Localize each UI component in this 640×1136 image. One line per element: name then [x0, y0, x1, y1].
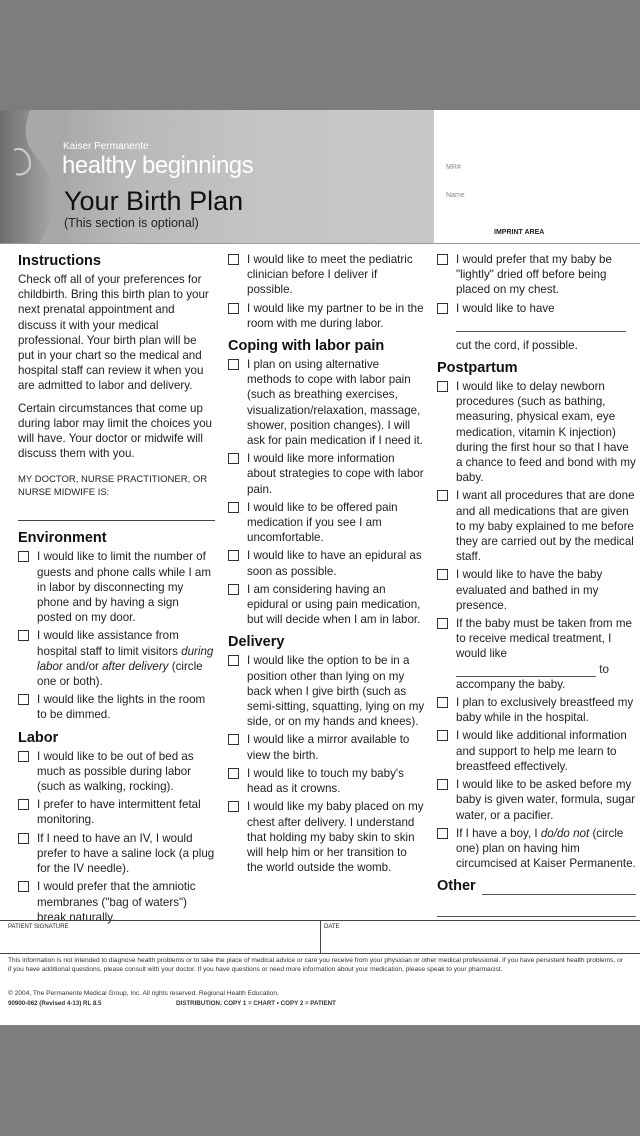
coping-heading: Coping with labor pain [228, 338, 385, 355]
item-text: I would like to be asked before my baby is given water, formula, sugar water, or a pacifier. [456, 778, 636, 822]
item-text: I would like to meet the pediatric clinician before I deliver if possible. [247, 253, 413, 297]
checkbox[interactable] [228, 359, 239, 370]
brand-name: Kaiser Permanente [63, 141, 149, 152]
postpartum-item [437, 616, 636, 692]
checkbox[interactable] [228, 303, 239, 314]
labor-item [18, 797, 215, 827]
other-field-line[interactable] [437, 895, 636, 917]
item-text: I would like additional information and support to help me learn to breastfeed effectively. [456, 729, 627, 773]
checkbox[interactable] [18, 630, 29, 641]
item-text: I would like more information about strategies to cope with labor pain. [247, 452, 424, 496]
imprint-area-label: IMPRINT AREA [494, 229, 545, 236]
checkbox[interactable] [228, 655, 239, 666]
postpartum-item [437, 379, 636, 485]
item-text: to [599, 662, 609, 676]
doctor-name-field[interactable] [18, 499, 215, 521]
item-text: I would like the lights in the room to be dimmed. [37, 693, 206, 722]
item-text: I am considering having an epidural or using pain medication, but will decide when I am in labor. [247, 582, 421, 627]
coping-item [228, 357, 426, 448]
labor-item [228, 301, 426, 331]
circle-option[interactable]: do/do not [540, 826, 590, 840]
item-text: I would prefer that the amniotic membranes ("bag of waters") break naturally. [37, 880, 196, 924]
distribution-note: DISTRIBUTION: COPY 1 = CHART • COPY 2 = PATIENT [176, 1000, 336, 1007]
environment-heading: Environment [18, 530, 107, 547]
instructions-heading: Instructions [18, 253, 101, 269]
postpartum-item [437, 728, 636, 774]
coping-item [228, 500, 426, 546]
imprint-area [434, 110, 640, 243]
item-text: If I need to have an IV, I would prefer to have a saline lock (a plug for the IV needle). [37, 831, 215, 876]
top-background [0, 0, 640, 110]
checkbox[interactable] [437, 381, 448, 392]
coping-item [228, 548, 426, 578]
labor-heading: Labor [18, 729, 59, 746]
item-text: and/or [62, 659, 103, 673]
checkbox[interactable] [437, 779, 448, 790]
doctor-label: MY DOCTOR, NURSE PRACTITIONER, OR NURSE MIDWIFE IS: [18, 474, 208, 499]
environment-item [18, 692, 215, 722]
delivery-item [437, 252, 636, 298]
postpartum-item [437, 488, 636, 564]
checkbox[interactable] [228, 734, 239, 745]
item-text: I would like to delay newborn procedures (such as bathing, measuring, physical exam, eye medication, vitamin K injection) during the first hour so that I have a chance to feed and bond with my baby. [456, 380, 636, 485]
checkbox[interactable] [228, 550, 239, 561]
other-field[interactable] [482, 881, 636, 895]
item-text: I would like my baby placed on my chest after delivery. I understand that holding my baby skin to skin will help him or her transition to the world outside the womb. [247, 800, 424, 875]
coping-item [228, 582, 426, 628]
item-text: I plan on using alternative methods to cope with labor pain (such as breathing exercises, visualization/relaxation, massage, shower, position changes). I will ask for pain medication if I need it. [247, 358, 423, 448]
checkbox[interactable] [18, 799, 29, 810]
delivery-item [228, 653, 426, 729]
page-subtitle: (This section is optional) [64, 216, 199, 230]
name-label: Name [446, 192, 465, 199]
labor-item [18, 749, 215, 795]
labor-item [18, 879, 215, 925]
other-heading: Other [437, 878, 476, 895]
column-left [18, 252, 215, 928]
program-name: healthy beginnings [62, 152, 254, 179]
checkbox[interactable] [228, 502, 239, 513]
form-header [0, 110, 640, 243]
item-text: If I have a boy, I [456, 826, 541, 840]
checkbox[interactable] [18, 694, 29, 705]
birth-plan-form [0, 110, 640, 1025]
delivery-item [228, 799, 426, 875]
item-text: I would like to have [456, 301, 555, 315]
checkbox[interactable] [437, 569, 448, 580]
item-text: accompany the baby. [456, 677, 566, 691]
postpartum-item [437, 826, 636, 872]
disclaimer: This information is not intended to diagnose health problems or to take the place of medical advice or care you receive from your physician or other medical professional. If you have persistent health problems, or if you have additional questions, please consult with your doctor. If you have questions or need more information about your medication, please speak to your pharmacist. [8, 957, 624, 973]
item-text: I would prefer that my baby be "lightly" dried off before being placed on my chest. [456, 253, 612, 297]
item-text: I would like to touch my baby's head as it crowns. [247, 766, 404, 796]
copyright: © 2004, The Permanente Medical Group, Inc. All rights reserved. Regional Health Education. [8, 990, 279, 997]
checkbox[interactable] [437, 697, 448, 708]
item-text: I would like to limit the number of guests and phone calls while I am in labor by disconnecting my phone and by having a sign posted on my door. [37, 550, 212, 625]
checkbox[interactable] [437, 490, 448, 501]
delivery-item [437, 301, 636, 353]
item-text: (circle one or both). [37, 659, 203, 689]
item-text: I would like the option to be in a position other than lying on my back when I give birth (such as semi-sitting, squatting, lying on my side, or on my hands and knees). [247, 654, 425, 729]
patient-signature-field[interactable]: PATIENT SIGNATURE [8, 924, 69, 930]
delivery-item [228, 766, 426, 796]
pregnant-woman-silhouette-image [0, 110, 70, 243]
item-text: I want all procedures that are done and all medications that are given to my baby explained to me before they are carried out by the medical staff. [456, 489, 635, 564]
labor-item [228, 252, 426, 298]
bottom-background [0, 1025, 640, 1136]
item-text: I would like to have the baby evaluated and bathed in my presence. [456, 568, 603, 612]
item-text: cut the cord, if possible. [456, 338, 578, 352]
delivery-heading: Delivery [228, 634, 285, 651]
checkbox[interactable] [437, 618, 448, 629]
checkbox[interactable] [18, 881, 29, 892]
column-middle [228, 252, 426, 878]
coping-item [228, 451, 426, 497]
item-text: I would like my partner to be in the room with me during labor. [247, 301, 424, 330]
column-right [437, 252, 636, 917]
item-text: I prefer to have intermittent fetal monitoring. [37, 798, 201, 827]
checkbox[interactable] [228, 768, 239, 779]
environment-item [18, 628, 215, 689]
item-text: I plan to exclusively breastfeed my baby while in the hospital. [456, 696, 634, 725]
companion-field[interactable] [456, 665, 596, 677]
circle-option[interactable]: after delivery [102, 659, 169, 673]
checkbox[interactable] [18, 751, 29, 762]
item-text: (circle one) plan on having him circumcised at Kaiser Permanente. [456, 826, 636, 871]
checkbox[interactable] [228, 254, 239, 265]
divider [320, 921, 321, 953]
postpartum-item [437, 567, 636, 613]
checkbox[interactable] [228, 801, 239, 812]
environment-item [18, 549, 215, 625]
item-text: If the baby must be taken from me to receive medical treatment, I would like [456, 617, 632, 661]
cord-cutter-field[interactable] [456, 320, 626, 332]
postpartum-heading: Postpartum [437, 360, 518, 377]
signature-bar [0, 920, 640, 954]
checkbox[interactable] [228, 584, 239, 595]
postpartum-item [437, 695, 636, 725]
header-rule [0, 243, 640, 244]
checkbox[interactable] [437, 303, 448, 314]
checkbox[interactable] [18, 833, 29, 844]
checkbox[interactable] [437, 828, 448, 839]
checkbox[interactable] [437, 730, 448, 741]
mr-label: MR# [446, 164, 461, 171]
item-text: I would like assistance from hospital staff to limit visitors [37, 629, 182, 658]
labor-item [18, 831, 215, 877]
banner [0, 110, 434, 243]
checkbox[interactable] [18, 551, 29, 562]
instructions-text: Check off all of your preferences for childbirth. Bring this birth plan to your next prenatal appointment and discuss it with your medical professional. Your birth plan will be put in your chart so the medical and hospital staff can review it when you are admitted to labor and delivery. [18, 273, 209, 393]
instructions-note: Certain circumstances that come up during labor may limit the choices you will have. Your doctor or midwife will discuss them with you. [18, 401, 212, 461]
page-title: Your Birth Plan [64, 186, 244, 216]
item-text: I would like to be offered pain medication if you see I am uncomfortable. [247, 500, 398, 545]
item-text: I would like to have an epidural as soon as possible. [247, 549, 422, 578]
checkbox[interactable] [228, 453, 239, 464]
delivery-item [228, 732, 426, 762]
item-text: I would like a mirror available to view the birth. [247, 733, 410, 762]
other-section [437, 877, 636, 895]
item-text: I would like to be out of bed as much as possible during labor (such as walking, rocking). [37, 749, 194, 794]
postpartum-item [437, 777, 636, 823]
date-field[interactable]: DATE [324, 924, 340, 930]
form-number: 90900-062 (Revised 4-13) RL 8.5 [8, 1000, 102, 1007]
checkbox[interactable] [437, 254, 448, 265]
circle-option[interactable]: during labor [37, 644, 214, 673]
